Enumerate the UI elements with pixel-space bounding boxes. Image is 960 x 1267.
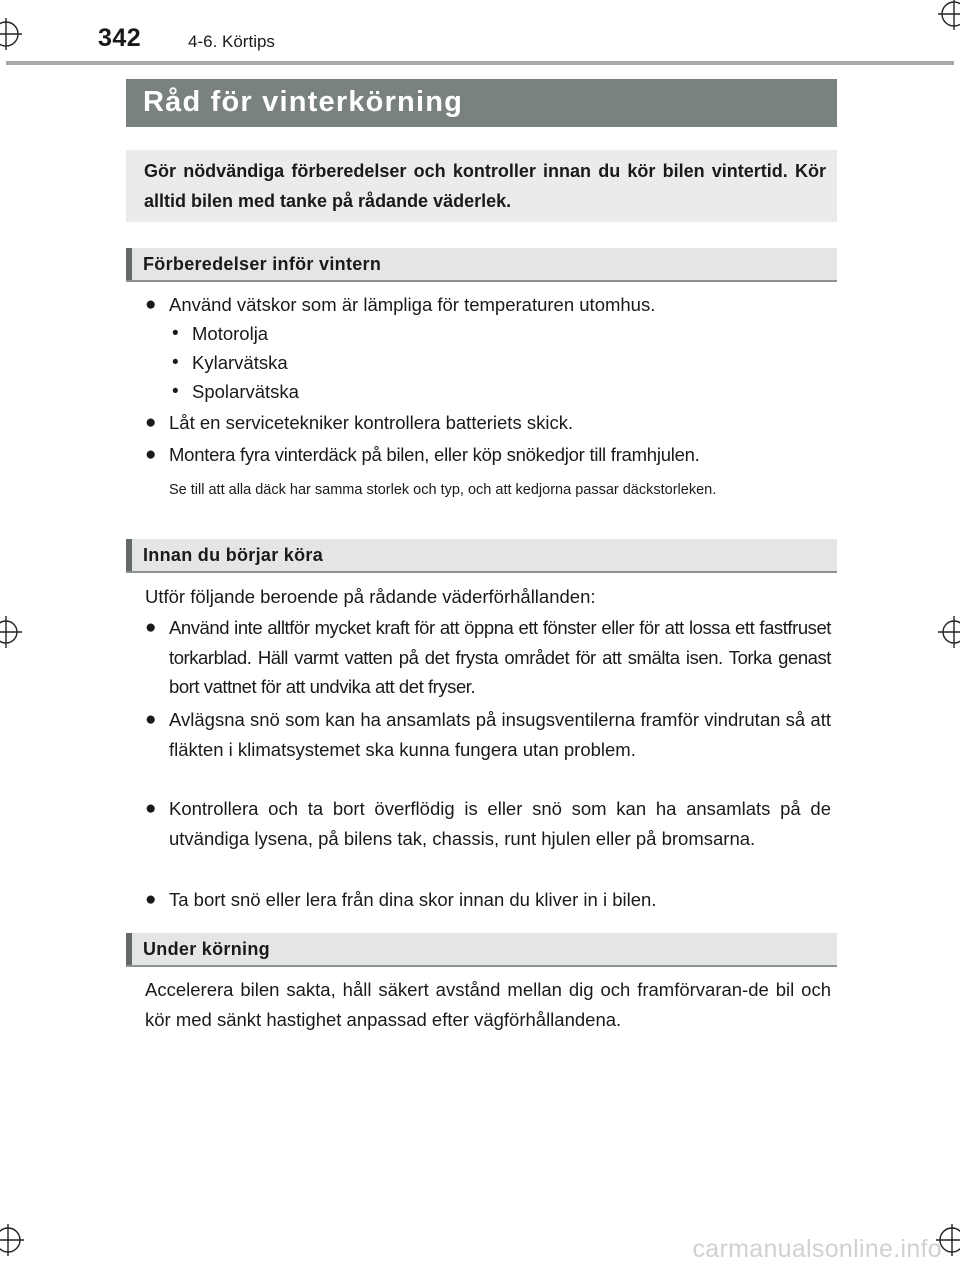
sub-bullet-icon: • bbox=[172, 323, 179, 344]
bullet-icon: ● bbox=[145, 294, 157, 315]
list-item: Använd vätskor som är lämpliga för temperaturen utomhus. bbox=[169, 294, 656, 315]
section-heading-label: Förberedelser inför vintern bbox=[143, 254, 382, 274]
page-title-bar bbox=[126, 79, 837, 127]
intro-box bbox=[126, 150, 837, 222]
section-body: Accelerera bilen sakta, håll säkert avstånd mellan dig och framförvaran-de bil och kör med sänkt hastighet anpassad efter vägförhållandena. bbox=[145, 979, 831, 1030]
bullet-icon: ● bbox=[145, 889, 157, 910]
bullet-icon: ● bbox=[145, 709, 157, 730]
crop-mark-mid-right-icon bbox=[932, 612, 960, 652]
crop-mark-top-right-icon bbox=[920, 0, 960, 40]
crop-mark-bottom-left-icon bbox=[0, 1220, 40, 1267]
sub-bullet-icon: • bbox=[172, 352, 179, 373]
bullet-icon: ● bbox=[145, 444, 157, 465]
sub-bullet-icon: • bbox=[172, 381, 179, 402]
sub-list-item: Spolarvätska bbox=[192, 381, 299, 402]
page-number: 342 bbox=[98, 24, 142, 52]
note-text: Se till att alla däck har samma storlek och typ, och att kedjorna passar däckstorleken. bbox=[169, 482, 717, 498]
sub-list-item: Kylarvätska bbox=[192, 352, 288, 373]
header-rule bbox=[6, 61, 954, 65]
section-heading-label: Innan du börjar köra bbox=[143, 545, 324, 565]
list-item: Ta bort snö eller lera från dina skor innan du kliver in i bilen. bbox=[169, 889, 657, 910]
crop-mark-top-left-icon bbox=[0, 14, 40, 54]
bullet-icon: ● bbox=[145, 412, 157, 433]
section-heading-before-driving bbox=[126, 539, 837, 573]
list-item: Låt en servicetekniker kontrollera batteriets skick. bbox=[169, 412, 574, 433]
bullet-icon: ● bbox=[145, 617, 157, 638]
section-heading-label: Under körning bbox=[143, 939, 270, 959]
bullet-icon: ● bbox=[145, 798, 157, 819]
list-item: Avlägsna snö som kan ha ansamlats på insugsventilerna framför vindrutan så att fläkten i klimatsystemet ska kunna fungera utan problem. bbox=[169, 709, 831, 760]
list-item: Använd inte alltför mycket kraft för att öppna ett fönster eller för att lossa ett fastfruset torkarblad. Häll varmt vatten på det frysta området för att smälta isen. Torka genast bort vattnet för att undvika att det fryser. bbox=[169, 617, 831, 697]
list-item: Kontrollera och ta bort överflödig is eller snö som kan ha ansamlats på de utvändiga lysena, på bilens tak, chassis, runt hjulen eller på bromsarna. bbox=[169, 798, 831, 849]
section-heading-winter-prep bbox=[126, 248, 837, 282]
section-reference: 4-6. Körtips bbox=[188, 32, 275, 51]
watermark: carmanualsonline.info bbox=[692, 1235, 942, 1263]
section-lead: Utför följande beroende på rådande väderförhållanden: bbox=[145, 586, 596, 607]
crop-mark-mid-left-icon bbox=[0, 612, 30, 652]
intro-text: Gör nödvändiga förberedelser och kontroller innan du kör bilen vintertid. Kör alltid bilen med tanke på rådande väderlek. bbox=[144, 161, 826, 211]
sub-list-item: Motorolja bbox=[192, 323, 269, 344]
page-title: Råd för vinterkörning bbox=[143, 86, 464, 118]
list-item: Montera fyra vinterdäck på bilen, eller köp snökedjor till framhjulen. bbox=[169, 444, 700, 465]
section-heading-while-driving bbox=[126, 933, 837, 967]
